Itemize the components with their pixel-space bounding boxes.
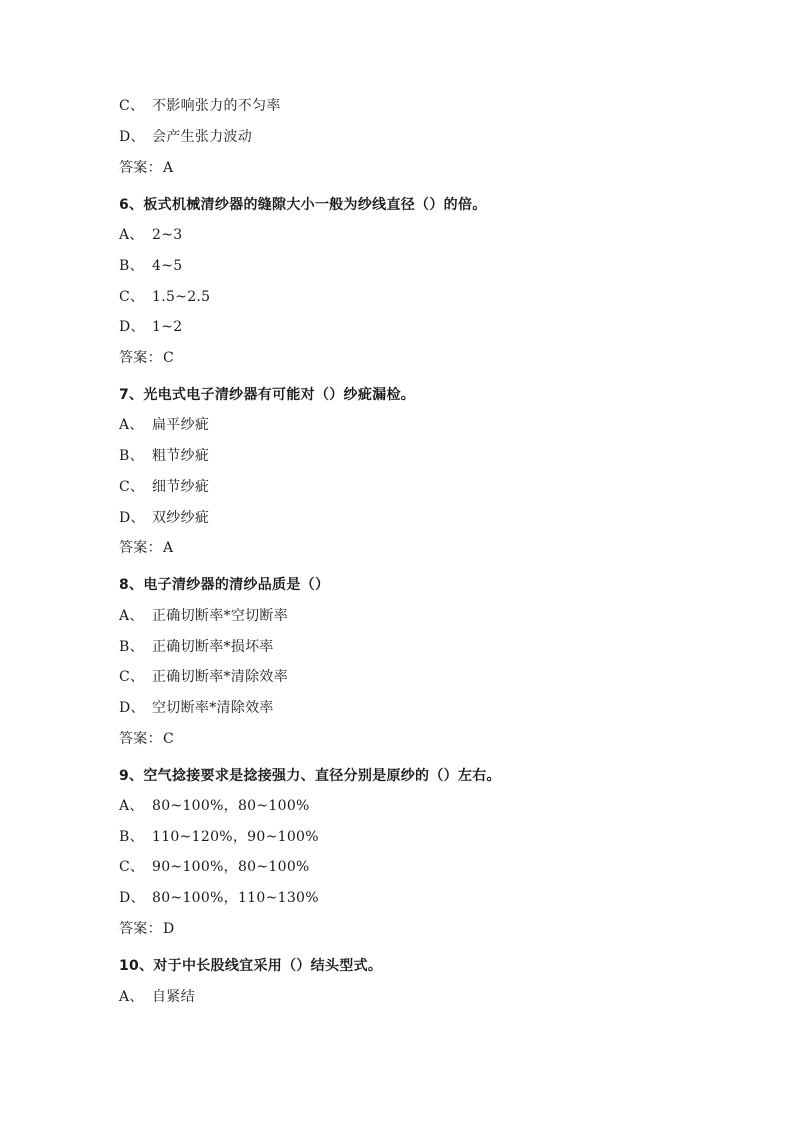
option-row (119, 986, 195, 1008)
option-row (119, 95, 281, 117)
option-text: 会产生张力波动 (152, 129, 253, 145)
option-letter: A、 (119, 417, 144, 433)
option-row (119, 666, 288, 688)
option-letter: B、 (119, 829, 144, 845)
option-row (119, 636, 274, 658)
option-text: 自紧结 (152, 989, 195, 1005)
answer-row (119, 157, 173, 179)
answer-value: C (163, 350, 175, 366)
option-letter: A、 (119, 608, 144, 624)
answer-row (119, 537, 173, 559)
option-row (119, 887, 319, 909)
answer-row (119, 728, 174, 750)
option-row (119, 126, 252, 148)
option-row (119, 826, 319, 848)
option-letter: D、 (119, 129, 145, 145)
option-letter: C、 (119, 289, 145, 305)
option-row (119, 795, 310, 817)
answer-value: A (163, 160, 174, 176)
option-text: 80~100%，80~100% (152, 798, 310, 814)
option-text: 粗节纱疵 (152, 448, 210, 464)
question-title: 8、电子清纱器的清纱品质是（） (119, 577, 330, 593)
option-letter: D、 (119, 319, 145, 335)
answer-value: A (163, 540, 174, 556)
option-text: 正确切断率*清除效率 (152, 669, 288, 685)
option-text: 1~2 (152, 319, 183, 335)
option-letter: B、 (119, 639, 144, 655)
option-text: 4~5 (152, 258, 183, 274)
answer-label: 答案： (119, 350, 162, 366)
answer-value: C (163, 731, 175, 747)
option-letter: C、 (119, 479, 145, 495)
option-row (119, 445, 209, 467)
option-row (119, 255, 182, 277)
option-text: 1.5~2.5 (152, 289, 211, 305)
answer-label: 答案： (119, 540, 162, 556)
option-letter: B、 (119, 258, 144, 274)
option-row (119, 476, 209, 498)
question-title: 7、光电式电子清纱器有可能对（）纱疵漏检。 (119, 387, 416, 403)
option-text: 90~100%，80~100% (152, 859, 310, 875)
answer-row (119, 918, 175, 940)
option-row (119, 286, 210, 308)
option-letter: C、 (119, 98, 145, 114)
option-letter: C、 (119, 859, 145, 875)
option-text: 不影响张力的不匀率 (152, 98, 281, 114)
option-row (119, 224, 182, 246)
option-letter: B、 (119, 448, 144, 464)
option-row (119, 414, 209, 436)
option-letter: C、 (119, 669, 145, 685)
answer-row (119, 347, 174, 369)
question-title: 10、对于中长股线宜采用（）结头型式。 (119, 958, 383, 974)
option-text: 80~100%，110~130% (152, 890, 319, 906)
option-letter: D、 (119, 700, 145, 716)
option-row (119, 316, 182, 338)
answer-label: 答案： (119, 731, 162, 747)
option-text: 正确切断率*损坏率 (152, 639, 274, 655)
option-letter: A、 (119, 989, 144, 1005)
option-text: 2~3 (152, 227, 183, 243)
option-row (119, 856, 310, 878)
option-text: 空切断率*清除效率 (152, 700, 274, 716)
option-row (119, 507, 209, 529)
option-row (119, 697, 274, 719)
option-row (119, 605, 288, 627)
answer-label: 答案： (119, 921, 162, 937)
question-title: 9、空气捻接要求是捻接强力、直径分别是原纱的（）左右。 (119, 768, 501, 784)
option-letter: A、 (119, 798, 144, 814)
option-text: 细节纱疵 (152, 479, 210, 495)
answer-label: 答案： (119, 160, 162, 176)
option-text: 正确切断率*空切断率 (152, 608, 288, 624)
option-letter: D、 (119, 890, 145, 906)
answer-value: D (163, 921, 175, 937)
question-title: 6、板式机械清纱器的缝隙大小一般为纱线直径（）的倍。 (119, 197, 487, 213)
option-text: 扁平纱疵 (152, 417, 210, 433)
option-letter: A、 (119, 227, 144, 243)
option-text: 双纱纱疵 (152, 510, 210, 526)
option-letter: D、 (119, 510, 145, 526)
option-text: 110~120%，90~100% (152, 829, 319, 845)
